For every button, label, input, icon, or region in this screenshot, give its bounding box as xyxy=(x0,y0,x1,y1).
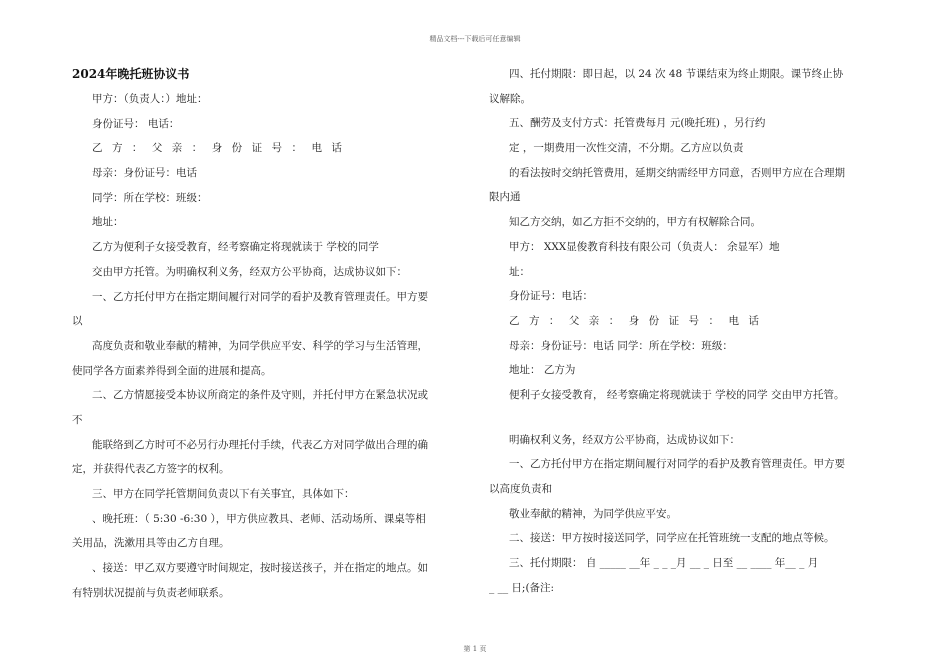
text-line: 的看法按时交纳托管费用，延期交纳需经甲方同意，否则甲方应在合理期 xyxy=(509,166,845,179)
text-line: 交由甲方托管。为明确权利义务，经双方公平协商，达成协议如下： xyxy=(92,265,407,278)
text-line: 母亲：身份证号：电话 同学：所在学校：班级： xyxy=(509,339,733,352)
text-line: _ __ 日;(备注: xyxy=(489,581,555,594)
text-line: 关用品，洗漱用具等由乙方自理。 xyxy=(72,537,230,550)
right-column xyxy=(489,62,864,600)
text-line: 高度负责和敬业奉献的精神，为同学供应平安、科学的学习与生活管理， xyxy=(92,339,428,352)
text-line: 三、托付期限： 自 _____ __年 _ _ _月 __ _ 日至 __ ____ 年__ _ 月 xyxy=(509,557,819,570)
text-line: 地址： xyxy=(92,216,124,229)
text-line: 二、乙方情愿接受本协议所商定的条件及守则，并托付甲方在紧急状况或 xyxy=(92,389,428,402)
paragraph-gap xyxy=(489,408,864,428)
text-line: 甲方： XXX显俊教育科技有限公司（负责人： 余显军）地 xyxy=(509,240,780,253)
text-line: 使同学各方面素养得到全面的进展和提高。 xyxy=(72,364,272,377)
text-line: 甲方：（负责人：）地址： xyxy=(92,93,208,105)
text-line: 便利子女接受教育， 经考察确定将现就读于 学校的同学 交由甲方托管。 xyxy=(509,388,845,401)
text-line: 身份证号： 电话： xyxy=(92,117,180,130)
text-line: 址： xyxy=(509,265,530,278)
text-line: 身份证号：电话： xyxy=(509,290,593,303)
page-footer: 第 1 页 xyxy=(463,645,487,653)
text-line: 乙方：父亲：身份证号：电话 xyxy=(92,142,352,155)
left-column xyxy=(72,62,447,605)
text-line: 母亲：身份证号：电话 xyxy=(92,167,197,180)
text-line: 以高度负责和 xyxy=(489,483,552,495)
text-line: 二、接送：甲方按时接送同学，同学应在托管班统一支配的地点等候。 xyxy=(509,532,835,545)
text-line: 定 ，一期费用一次性交清，不分期。乙方应以负责 xyxy=(509,142,744,155)
text-line: 同学：所在学校：班级： xyxy=(92,191,208,204)
text-line: 一、乙方托付甲方在指定期间履行对同学的看护及教育管理责任。甲方要 xyxy=(92,290,428,303)
text-line: 限内通 xyxy=(489,191,521,204)
text-line: 一、乙方托付甲方在指定期间履行对同学的看护及教育管理责任。甲方要 xyxy=(509,458,845,471)
text-line: 、接送：甲乙双方要遵守时间规定，按时接送孩子，并在指定的地点。如 xyxy=(92,562,428,575)
text-line: 明确权利义务，经双方公平协商，达成协议如下： xyxy=(509,433,740,446)
page-header: 精品文档---下载后可任意编辑 xyxy=(429,35,521,43)
text-line: 四、托付期限：即日起，以 24 次 48 节课结束为终止期限。课节终止协 xyxy=(509,68,844,80)
text-line: 有特别状况提前与负责老师联系。 xyxy=(72,586,230,599)
text-line: 乙方：父亲：身份证号：电话 xyxy=(509,314,769,327)
text-line: 以 xyxy=(72,315,83,328)
text-line: 敬业奉献的精神，为同学供应平安。 xyxy=(509,507,677,520)
text-line: 定，并获得代表乙方签字的权利。 xyxy=(72,463,230,476)
text-line: 、晚托班：（ 5:30 -6:30 ），甲方供应教具、老师、活动场所、课桌等相 xyxy=(92,512,426,525)
text-line: 三、甲方在同学托管期间负责以下有关事宜，具体如下： xyxy=(92,488,355,500)
text-line: 议解除。 xyxy=(489,92,531,105)
text-line: 能联络到乙方时可不必另行办理托付手续，代表乙方对同学做出合理的确 xyxy=(92,438,428,451)
text-line: 五、酬劳及支付方式：托管费每月 元(晚托班) ，另行约 xyxy=(509,117,766,130)
text-line: 地址： 乙方为 xyxy=(509,364,576,377)
text-line: 不 xyxy=(72,413,83,426)
document-title: 2024年晚托班协议书 xyxy=(72,67,190,81)
text-line: 乙方为便利子女接受教育，经考察确定将现就读于 学校的同学 xyxy=(92,241,379,254)
text-line: 知乙方交纳，如乙方拒不交纳的，甲方有权解除合同。 xyxy=(509,216,761,229)
